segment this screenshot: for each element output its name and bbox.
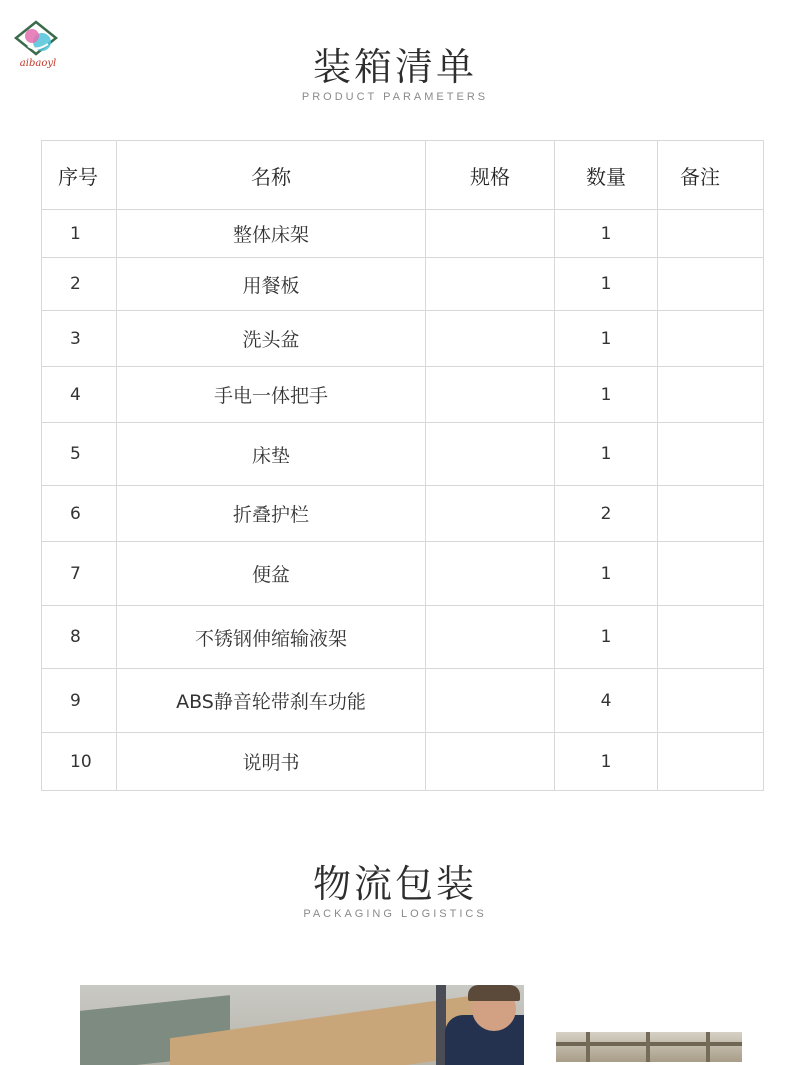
cell-index: 6 [42,486,117,542]
cell-remark [658,606,764,669]
cell-name: 洗头盆 [117,311,426,367]
cell-index: 8 [42,606,117,669]
cell-quantity: 1 [555,542,658,606]
cell-name: 不锈钢伸缩输液架 [117,606,426,669]
table-row [42,733,764,791]
cell-remark [658,367,764,423]
packing-list-table [41,140,764,791]
cell-index: 5 [42,423,117,486]
cell-remark [658,486,764,542]
cell-index: 4 [42,367,117,423]
cell-index: 7 [42,542,117,606]
cell-index: 10 [42,733,117,791]
cell-name: ABS静音轮带刹车功能 [117,669,426,733]
cell-index: 9 [42,669,117,733]
table-row [42,486,764,542]
cell-quantity: 1 [555,311,658,367]
packing-list-subtitle: PRODUCT PARAMETERS [301,91,489,103]
cell-quantity: 4 [555,669,658,733]
packing-list-title: 装箱清单 [312,45,477,89]
cell-quantity: 1 [555,423,658,486]
cell-name: 用餐板 [117,258,426,311]
cell-remark [658,210,764,258]
cell-remark [658,258,764,311]
cell-spec [426,423,555,486]
cell-spec [426,486,555,542]
cell-spec [426,733,555,791]
cell-name: 手电一体把手 [117,367,426,423]
header-index: 序号 [42,141,117,210]
cell-index: 2 [42,258,117,311]
table-header-row [42,141,764,210]
cell-name: 说明书 [117,733,426,791]
cell-quantity: 1 [555,258,658,311]
cell-index: 1 [42,210,117,258]
cell-spec [426,367,555,423]
packaging-photo-worker [80,985,524,1065]
table-row [42,606,764,669]
cell-name: 折叠护栏 [117,486,426,542]
cell-quantity: 1 [555,367,658,423]
header-spec: 规格 [426,141,555,210]
table-row [42,367,764,423]
cell-name: 便盆 [117,542,426,606]
table-row [42,423,764,486]
cell-remark [658,733,764,791]
cell-spec [426,542,555,606]
cell-spec [426,311,555,367]
header-name: 名称 [117,141,426,210]
logistics-title: 物流包装 [312,862,477,906]
cell-name: 整体床架 [117,210,426,258]
cell-name: 床垫 [117,423,426,486]
cell-quantity: 1 [555,733,658,791]
table-row [42,311,764,367]
header-remark: 备注 [658,141,764,210]
cell-remark [658,669,764,733]
logistics-subtitle: PACKAGING LOGISTICS [303,908,487,920]
header-quantity: 数量 [555,141,658,210]
cell-remark [658,311,764,367]
cell-spec [426,606,555,669]
table-row [42,669,764,733]
logo-text: aibaoyl [19,58,57,69]
table-row [42,210,764,258]
cell-spec [426,210,555,258]
cell-quantity: 2 [555,486,658,542]
cell-spec [426,258,555,311]
cell-index: 3 [42,311,117,367]
cell-remark [658,542,764,606]
table-row [42,542,764,606]
cell-quantity: 1 [555,210,658,258]
cell-remark [658,423,764,486]
cell-quantity: 1 [555,606,658,669]
table-row [42,258,764,311]
cell-spec [426,669,555,733]
